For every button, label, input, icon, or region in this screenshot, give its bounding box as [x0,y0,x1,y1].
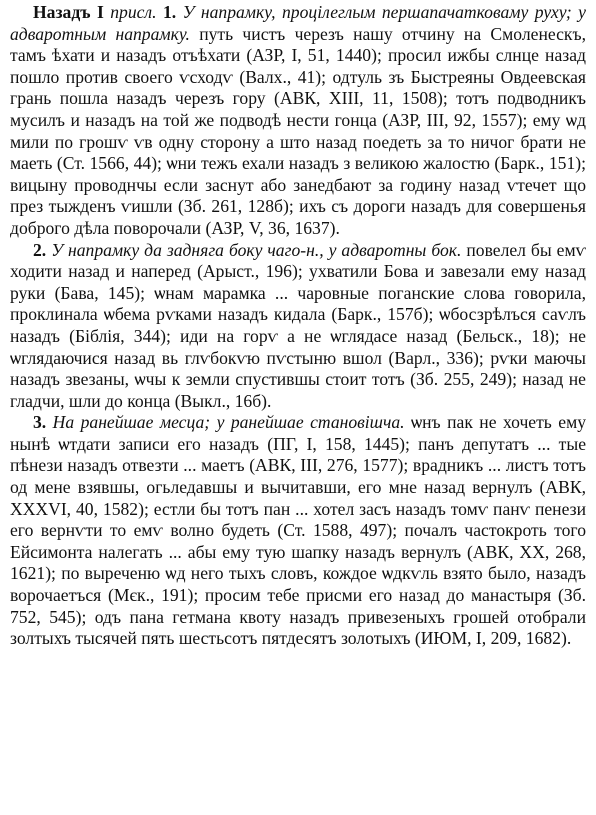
sense-number: 3. [33,412,47,433]
sense-number: 1. [162,2,177,22]
sense-definition: У напрамку да задняга боку чаго-н., у адваротны бок. [51,239,462,260]
sense-citations: путь чистъ черезъ нашу отчину на Смоленескъ, тамъ ѣхати и назадъ отъѣхати (АЗР, I, 51, 1440); просил ижбы слнце назад пошло против своего ѵсходѵ (Валх., 41); одтуль зъ Быстреяны Овдеевская грань пошла назадъ черезъ гору (АВК, XIII, 11, 1508); тотъ подводникъ мусилъ и назадъ на той же подводѣ нести гонца (АЗР, III, 92, 1557); ему ѡд мили по грошѵ ѵв одну сторону а што назад поедеть за то ничог брати не маеть (Ст. 1566, 44); ѡни тежъ ехали назадъ з великою жалостю (Барк., 151); вицыну проводнчы если заснут або занедбают за годину назад ѵтечет що през тыжденъ ѵишли (Зб. 261, 128б); ихъ съ дороги назадъ для совершенья доброго дѣла поворочали (АЗР, V, 36, 1637). [10,23,586,238]
sense-citations: ѡнъ пак не хочеть ему нынѣ ѡтдати записи его назадъ (ПГ, I, 158, 1445); панъ депутатъ ... тые пѣнези назадъ отвезти ... маетъ (АВК, III, 276, 1577); врадникъ ... листъ тотъ од мене взявшы, огьледавшы и вычитавши, его мне назад вернулъ (АВК, XXXVI, 40, 1582); естли бы тотъ пан ... хотел засъ назадъ томѵ панѵ пенези его вернѵти то емѵ волно будеть (Ст. 1588, 497); почалъ частокроть того Ейсимонта налегать ... абы ему тую шапку назадъ вернулъ (АВК, XX, 268, 1621); по выреченю ѡд него тыхъ словъ, кождое ѡдкѵль взято было, назадъ ворочаетъся (Мєк., 191); просим тебе присми его назад до манастыря (Зб. 752, 545); одъ пана гетмана квоту назадъ привезеныхъ грошей отобрали золтыхъ тысячей пять шестьсотъ пятдесятъ золотыхъ (ИЮМ, I, 209, 1682). [10,412,586,649]
sense-citations: повелел бы емѵ ходити назад и наперед (Арыст., 196); ухватили Бова и завезали ему назад руки (Бава, 145); ѡнам марамка ... чаровные поганские слова говорила, проклинала ѡбема рѵками назадъ кидала (Барк., 157б); ѡбосзрѣлъся саѵлъ назадъ (Біблія, 344); иди на горѵ а не ѡглядасе назад (Бельск., 18); не ѡглядаючися назад вь глѵбокѵю пѵстыню вшол (Варл., 336); рѵки маючы назадъ звезаны, ѡчы к земли спустившы стоит тотъ (Зб. 255, 249); назад не гладчи, шли до конца (Выкл., 16б). [10,239,586,411]
headword: Назадъ I [33,2,104,22]
entry-sense-1 [10,2,586,240]
sense-number: 2. [33,239,47,260]
sense-definition: У напрамку, процілеглым першапачатковаму руху; у адваротным напрамку. [10,2,586,44]
entry-sense-2 [10,240,586,413]
grammar-label: присл. [110,2,157,22]
entry-sense-3 [10,412,586,650]
sense-definition: На ранейшае месца; у ранейшае становішча. [52,412,405,433]
